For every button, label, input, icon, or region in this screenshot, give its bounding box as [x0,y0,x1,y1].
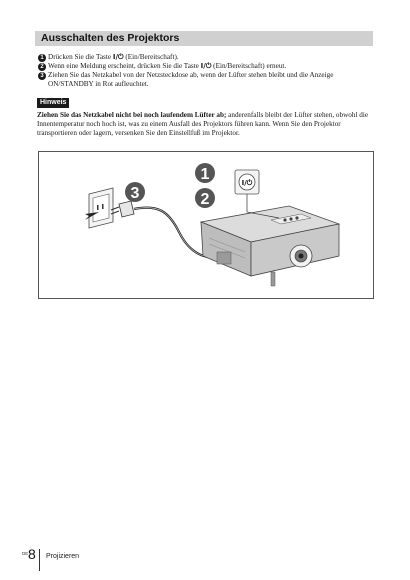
step-number: 3 [38,72,46,80]
step-text: Wenn eine Meldung erscheint, drücken Sie die Taste [48,62,201,70]
steps-list [38,53,374,89]
step-text: Ziehen Sie das Netzkabel von der Netzsteckdose ab, wenn der Lüfter stehen bleibt und die Anzeige ON/STANDBY in Rot aufleuchtet. [48,71,334,88]
power-button-symbol: I/⏻ [200,62,212,70]
note-text [37,111,375,138]
callout-3 [125,182,145,202]
footer-section-name: Projizieren [46,553,80,560]
projector-body [201,206,339,286]
step-1 [38,53,374,62]
step-number: 1 [38,54,46,62]
callout-2 [195,188,215,208]
step-text-end: (Ein/Bereitschaft) erneut. [211,62,287,70]
step-3 [38,71,374,89]
page-number: 8 [28,546,36,562]
svg-text:I/⏻: I/⏻ [241,179,253,187]
power-button-symbol: I/⏻ [112,53,124,61]
svg-text:2: 2 [200,191,210,208]
callout-1 [195,163,215,183]
power-button-icon [235,170,259,194]
footer-divider [39,549,40,571]
note-warning: Ziehen Sie das Netzkabel nicht bei noch laufendem Lüfter ab; [37,111,227,119]
section-title: Ausschalten des Projektors [41,32,180,44]
step-number: 2 [38,63,46,71]
step-text: Drücken Sie die Taste [48,53,113,61]
note-body: anderenfalls bleibt der Lüfter stehen, obwohl die Innentemperatur noch hoch ist, was zu einem Ausfall des Projektors führen kann. Wenn Sie den Projektor transportieren oder lagern, versenken Sie den Einstellfuß im Projektor. [37,111,369,137]
svg-text:1: 1 [200,166,210,183]
language-code: DE [22,551,29,556]
illustration-frame [38,151,374,299]
note-badge: Hinweis [37,98,69,108]
section-header [35,31,373,46]
svg-text:3: 3 [130,185,140,202]
wall-outlet-icon [89,188,113,228]
step-text-end: (Ein/Bereitschaft). [123,53,179,61]
projector-illustration [39,152,375,300]
step-2 [38,62,374,71]
